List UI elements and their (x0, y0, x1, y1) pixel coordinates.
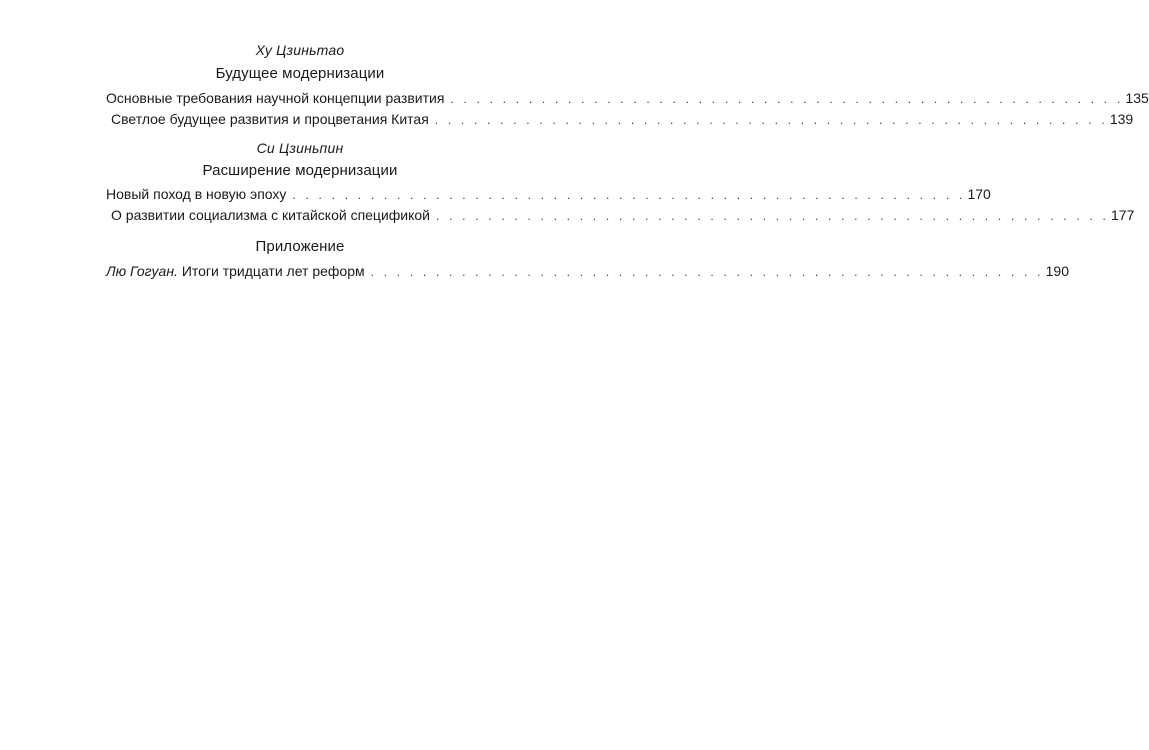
toc-entry[interactable] (106, 89, 1149, 107)
toc-entry-page: 139 (1109, 111, 1134, 127)
toc-entry-title-text: Итоги тридцати лет реформ (181, 263, 365, 279)
toc-entry[interactable] (111, 110, 1134, 128)
section-heading: Расширение модернизации (202, 162, 398, 179)
section-author: Ху Цзиньтао (255, 42, 345, 58)
section-author: Си Цзиньпин (256, 140, 344, 156)
leader-dots: . . . . . . . . . . . . . . . . . . . . . . . . . . . . . . . . . . . . . . . . . . . . . . . . . . . . (292, 188, 966, 202)
toc-entry[interactable] (106, 262, 1069, 280)
toc-entry-page: 135 (1125, 90, 1149, 106)
toc-entry-title: Новый поход в новую эпоху (106, 186, 287, 202)
leader-dots: . . . . . . . . . . . . . . . . . . . . . . . . . . . . . . . . . . . . . . . . . . . . . . . . . . . . (450, 92, 1124, 106)
leader-dots: . . . . . . . . . . . . . . . . . . . . . . . . . . . . . . . . . . . . . . . . . . . . . . . . . . . . (370, 265, 1044, 279)
appendix-heading: Приложение (255, 238, 345, 255)
toc-entry-page: 190 (1045, 263, 1069, 279)
toc-entry-title: Основные требования научной концепции развития (106, 90, 445, 106)
toc-entry[interactable] (111, 206, 1135, 224)
toc-entry[interactable] (106, 185, 991, 203)
toc-entry-title (106, 262, 365, 280)
toc-entry-title: О развитии социализма с китайской спецификой (111, 207, 430, 223)
toc-entry-title: Светлое будущее развития и процветания Китая (111, 111, 429, 127)
leader-dots: . . . . . . . . . . . . . . . . . . . . . . . . . . . . . . . . . . . . . . . . . . . . . . . . . . . . (434, 113, 1108, 127)
leader-dots: . . . . . . . . . . . . . . . . . . . . . . . . . . . . . . . . . . . . . . . . . . . . . . . . . . . . (436, 209, 1110, 223)
toc-entry-page: 170 (967, 186, 991, 202)
toc-entry-page: 177 (1111, 207, 1135, 223)
section-heading: Будущее модернизации (215, 65, 385, 82)
toc-entry-author: Лю Гогуан. (106, 263, 178, 279)
